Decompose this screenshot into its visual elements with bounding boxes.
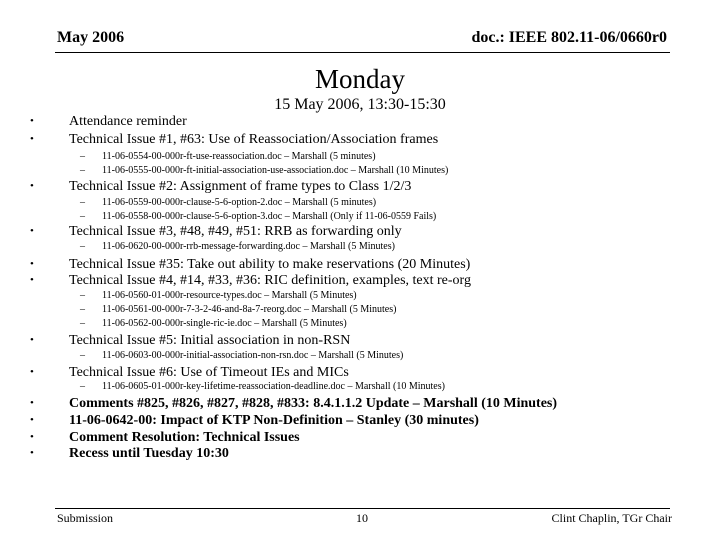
dash-icon: –: [80, 318, 85, 329]
dash-icon: –: [80, 304, 85, 315]
header-doc-id: doc.: IEEE 802.11-06/0660r0: [471, 29, 667, 46]
agenda-item-text: Technical Issue #6: Use of Timeout IEs and MICs: [69, 365, 349, 380]
footer-author: Clint Chaplin, TGr Chair: [551, 511, 672, 525]
dash-icon: –: [80, 165, 85, 176]
agenda-subitem-text: 11-06-0560-01-000r-resource-types.doc – Marshall (5 Minutes): [102, 290, 357, 301]
footer-page-number: 10: [356, 511, 368, 525]
dash-icon: –: [80, 290, 85, 301]
agenda-item-text: Technical Issue #2: Assignment of frame types to Class 1/2/3: [69, 179, 412, 194]
agenda-item-text: Technical Issue #4, #14, #33, #36: RIC definition, examples, text re-org: [69, 273, 471, 288]
dash-icon: –: [80, 350, 85, 361]
footer-rule: [55, 508, 670, 509]
agenda-item-text: Technical Issue #1, #63: Use of Reassociation/Association frames: [69, 132, 439, 147]
agenda-item-text: Technical Issue #35: Take out ability to make reservations (20 Minutes): [69, 257, 471, 272]
agenda-item-text: Recess until Tuesday 10:30: [69, 446, 229, 461]
bullet-icon: •: [30, 133, 34, 145]
bullet-icon: •: [30, 180, 34, 192]
bullet-icon: •: [30, 334, 34, 346]
agenda-subitem-text: 11-06-0559-00-000r-clause-5-6-option-2.doc – Marshall (5 minutes): [102, 197, 377, 208]
agenda-subitem-text: 11-06-0620-00-000r-rrb-message-forwarding.doc – Marshall (5 Minutes): [102, 241, 395, 252]
dash-icon: –: [80, 381, 85, 392]
slide-title: Monday: [315, 64, 405, 94]
bullet-icon: •: [30, 274, 34, 286]
agenda-subitem-text: 11-06-0603-00-000r-initial-association-non-rsn.doc – Marshall (5 Minutes): [102, 350, 404, 361]
agenda-item-text: 11-06-0642-00: Impact of KTP Non-Definition – Stanley (30 minutes): [69, 413, 479, 428]
agenda-subitem-text: 11-06-0562-00-000r-single-ric-ie.doc – Marshall (5 Minutes): [102, 318, 347, 329]
bullet-icon: •: [30, 447, 34, 459]
agenda-subitem-text: 11-06-0605-01-000r-key-lifetime-reassociation-deadline.doc – Marshall (10 Minutes): [102, 381, 445, 392]
agenda-item-text: Comment Resolution: Technical Issues: [69, 430, 300, 445]
bullet-icon: •: [30, 414, 34, 426]
agenda-item-text: Technical Issue #3, #48, #49, #51: RRB as forwarding only: [69, 224, 402, 239]
slide-subtitle: 15 May 2006, 13:30-15:30: [274, 96, 446, 113]
dash-icon: –: [80, 211, 85, 222]
agenda-subitem-text: 11-06-0555-00-000r-ft-initial-association-use-association.doc – Marshall (10 Minutes): [102, 165, 449, 176]
bullet-icon: •: [30, 258, 34, 270]
agenda-item-text: Comments #825, #826, #827, #828, #833: 8.4.1.1.2 Update – Marshall (10 Minutes): [69, 396, 558, 411]
agenda-subitem-text: 11-06-0558-00-000r-clause-5-6-option-3.doc – Marshall (Only if 11-06-0559 Fails): [102, 211, 437, 222]
bullet-icon: •: [30, 225, 34, 237]
bullet-icon: •: [30, 115, 34, 127]
header-date: May 2006: [57, 29, 125, 46]
dash-icon: –: [80, 151, 85, 162]
agenda-subitem-text: 11-06-0561-00-000r-7-3-2-46-and-8a-7-reorg.doc – Marshall (5 Minutes): [102, 304, 397, 315]
agenda-subitem-text: 11-06-0554-00-000r-ft-use-reassociation.doc – Marshall (5 minutes): [102, 151, 376, 162]
bullet-icon: •: [30, 366, 34, 378]
dash-icon: –: [80, 241, 85, 252]
bullet-icon: •: [30, 431, 34, 443]
dash-icon: –: [80, 197, 85, 208]
agenda-item-text: Technical Issue #5: Initial association in non-RSN: [69, 333, 351, 348]
bullet-icon: •: [30, 397, 34, 409]
footer-submission: Submission: [57, 511, 114, 525]
agenda-item-text: Attendance reminder: [69, 114, 187, 129]
